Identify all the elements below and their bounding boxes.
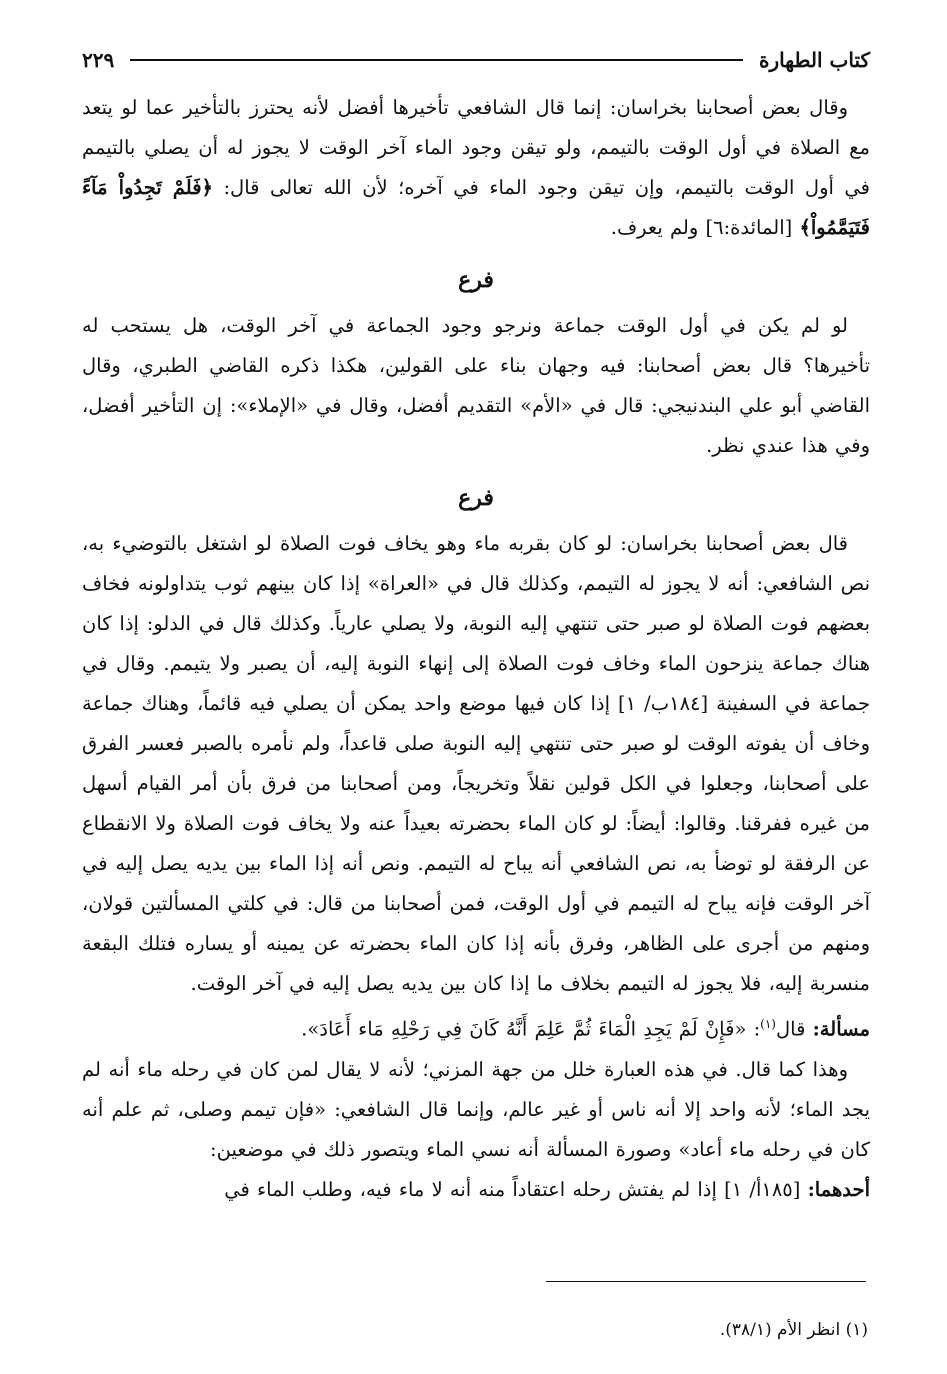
quran-verse: ﴿فَلَمْ تَجِدُواْ مَآءً فَتَيَمَّمُواْ﴾ <box>82 176 870 239</box>
masala-paragraph <box>82 1004 870 1050</box>
paragraph-5 <box>82 1170 870 1210</box>
footnote-rule <box>546 1281 866 1282</box>
footnote-marker: (١) <box>760 1017 776 1031</box>
page <box>82 40 870 1210</box>
paragraph-2: لو لم يكن في أول الوقت جماعة ونرجو وجود الجماعة في آخر الوقت، هل يستحب له تأخيرها؟ قال بعض أصحابنا: فيه وجهان بناء على القولين، هكذا ذكره القاضي الطبري، وقال القاضي أبو علي البندنيجي: قال في «الأم» التقديم أفضل، وقال في «الإملاء»: إن التأخير أفضل، وفي هذا عندي نظر. <box>82 314 870 457</box>
main-text <box>82 88 870 1210</box>
masala-label: مسألة: <box>812 1017 870 1041</box>
footnote: (١) انظر الأم (٣٨/١). <box>719 1320 868 1340</box>
verse-citation: [المائدة:٦] ولم يعرف. <box>610 216 793 239</box>
paragraph-1-text: وقال بعض أصحابنا بخراسان: إنما قال الشافعي تأخيرها أفضل لأنه يحترز بالتأخير عما لو يتعد مع الصلاة في أول الوقت بالتيمم، ولو تيقن وجود الماء آخر الوقت لا يجوز له أن يصلي بالتيمم في أول الوقت بالتيمم، وإن تيقن وجود الماء في آخره؛ لأن الله تعالى قال: <box>82 96 870 199</box>
paragraph-5-text: [١٨٥أ/ ١] إذا لم يفتش رحله اعتقاداً منه أنه لا ماء فيه، وطلب الماء في <box>224 1177 801 1201</box>
page-number: ٢٢٩ <box>82 48 115 72</box>
masala-text-pre: قال <box>775 1017 806 1041</box>
paragraph-3: قال بعض أصحابنا بخراسان: لو كان بقربه ماء وهو يخاف فوت الصلاة لو اشتغل بالتوضيء به، نص الشافعي: أنه لا يجوز له التيمم، وكذلك قال في «العراة» إذا كان بينهم ثوب يتداولونه فخاف بعضهم فوت الصلاة لو صبر حتى تنتهي إليه النوبة، ولا يصلي عارياً. وكذلك قال في الدلو: إذا كان هناك جماعة ينزحون الماء وخاف فوت الصلاة إلى إنهاء النوبة إليه، أن يصبر ولا يتيمم. وقال في جماعة في السفينة [١٨٤ب/ ١] إذا كان فيها موضع واحد يمكن أن يصلي فيه قائماً، وهناك جماعة وخاف أن يفوته الوقت لو صبر حتى تنتهي إليه النوبة صلى قاعداً، ولم نأمره بالصبر فعسر الفرق على أصحابنا، وجعلوا في الكل قولين نقلاً وتخريجاً، ومن أصحابنا من فرق بأن أمر القيام أسهل من غيره ففرقنا. وقالوا: أيضاً: لو كان الماء بحضرته بعيداً عنه ولا يخاف فوت الصلاة ولا الانقطاع عن الرفقة لو توضأ به، نص الشافعي أنه يباح له التيمم. ونص أنه إذا الماء بين يديه يصل إليه في آخر الوقت فإنه يباح له التيمم في أول الوقت، فمن أصحابنا من قال: في كلتي المسألتين قولان، ومنهم من أجرى على الظاهر، وفرق بأنه إذا كان الماء بحضرته عن يمينه أو يساره فتلك البقعة منسربة إليه، فلا يجوز له التيمم بخلاف ما إذا كان بين يديه يصل إليه في آخر الوقت. <box>82 532 871 995</box>
header-rule <box>130 59 743 61</box>
section-heading-1: فرع <box>458 267 494 293</box>
book-title: كتاب الطهارة <box>759 48 870 72</box>
running-header <box>82 40 870 80</box>
paragraph-1 <box>82 88 870 248</box>
paragraph-5-label: أحدهما: <box>807 1177 870 1201</box>
masala-text-post: : «فَإِنْ لَمْ يَجِدِ الْمَاءَ ثُمَّ عَلِمَ أَنَّهُ كَانَ فِي رَحْلِهِ مَاء أَعَادَ». <box>301 1017 761 1041</box>
paragraph-4: وهذا كما قال. في هذه العبارة خلل من جهة المزني؛ لأنه لا يقال لمن كان في رحله ماء أنه لم يجد الماء؛ لأنه واحد إلا أنه ناس أو غير عالم، وإنما قال الشافعي: «فإن تيمم وصلى، ثم علم أنه كان في رحله ماء أعاد» وصورة المسألة أنه نسي الماء ويتصور ذلك في موضعين: <box>82 1057 870 1161</box>
section-heading-2: فرع <box>458 485 494 511</box>
